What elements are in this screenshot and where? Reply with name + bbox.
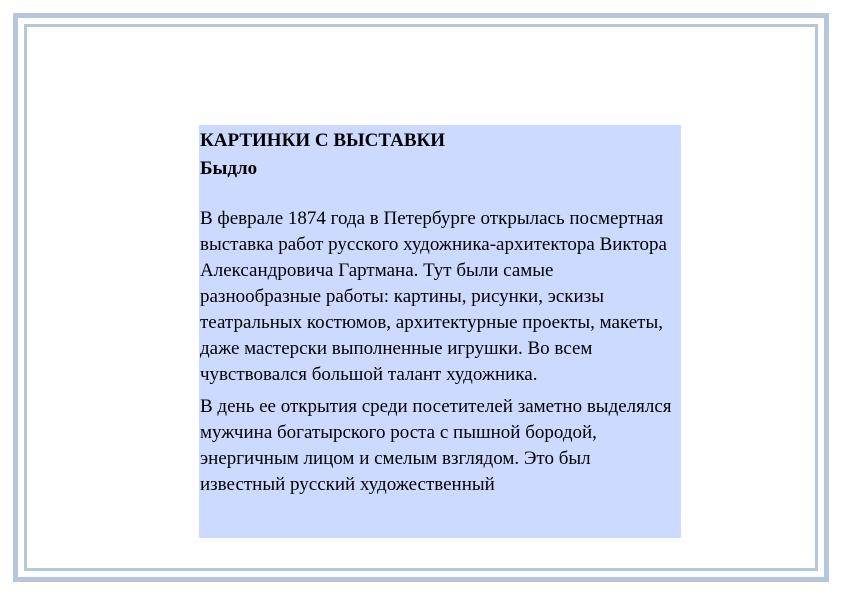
slide-subtitle: Быдло <box>200 158 258 179</box>
spacer <box>200 183 677 206</box>
slide-title: КАРТИНКИ С ВЫСТАВКИ <box>200 130 446 151</box>
slide-text-box[interactable] <box>199 125 681 538</box>
paragraph-1: В феврале 1874 года в Петербурге открылась посмертная выставка работ русского художника-архитектора Виктора Александровича Гартмана. Тут были самые разнообразные работы: картины, рисунки, эскизы театральных костюмов, архитектурные проекты, макеты, даже мастерски выполненные игрушки. Во всем чувствовался большой талант художника. <box>200 208 667 385</box>
paragraph-2: В день ее открытия среди посетителей заметно выделялся мужчина богатырского роста с пышной бородой, энергичным лицом и смелым взглядом. Это был известный русский художественный <box>200 396 672 495</box>
